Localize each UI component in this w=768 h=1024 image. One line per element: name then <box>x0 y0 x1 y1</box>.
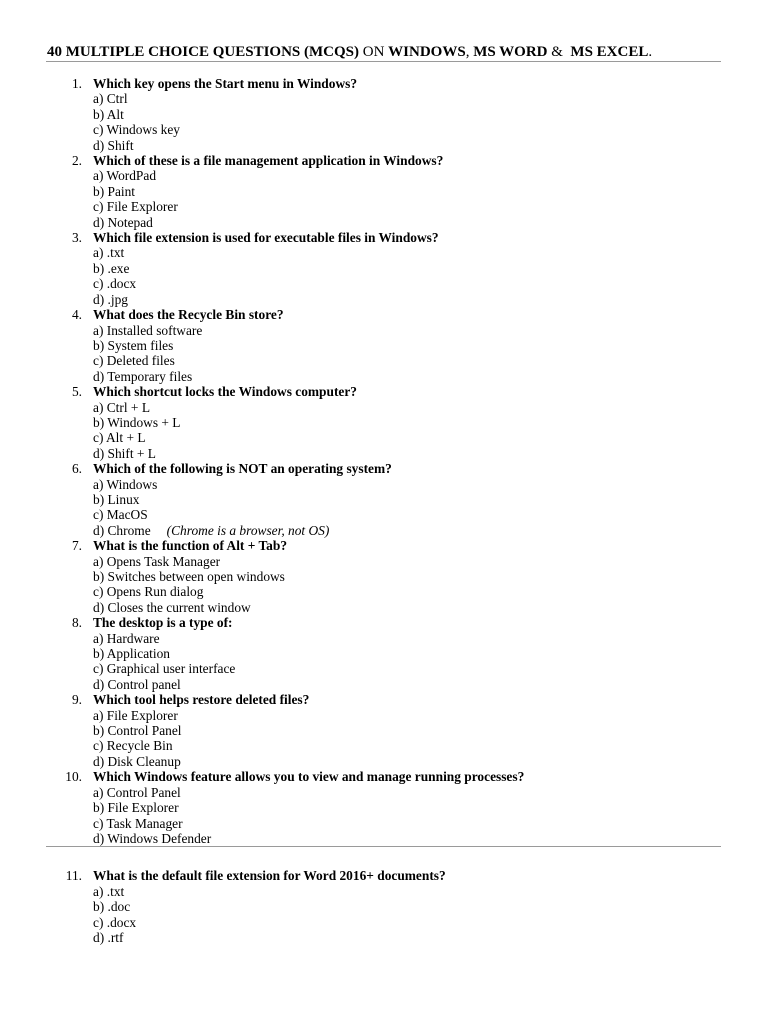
title-period: . <box>648 44 653 60</box>
option-c: c) Graphical user interface <box>93 661 236 677</box>
question-number: 8. <box>71 615 82 631</box>
option-b: b) .doc <box>93 899 131 915</box>
question-number: 6. <box>71 461 82 477</box>
title-divider <box>46 61 721 62</box>
option-b: b) Application <box>93 646 170 662</box>
option-c: c) Task Manager <box>93 815 183 831</box>
title-msword: MS WORD <box>473 44 548 60</box>
question-text: The desktop is a type of: <box>93 615 233 631</box>
title-amp: & <box>551 44 563 60</box>
option-a: a) File Explorer <box>93 707 178 723</box>
answer-note: (Chrome is a browser, not OS) <box>166 522 330 538</box>
question-4 <box>0 307 768 384</box>
option-c: c) Windows key <box>93 122 180 138</box>
question-11 <box>0 868 768 945</box>
question-10 <box>0 769 768 846</box>
option-c: c) Deleted files <box>93 353 175 369</box>
question-5 <box>0 384 768 461</box>
option-d: d) Control panel <box>93 676 181 692</box>
option-d: d) Shift + L <box>93 445 156 461</box>
option-a: a) WordPad <box>93 168 157 184</box>
question-number: 11. <box>65 868 82 884</box>
title-main: 40 MULTIPLE CHOICE QUESTIONS (MCQS) <box>47 44 359 60</box>
option-a: a) Installed software <box>93 322 203 338</box>
question-number: 3. <box>71 230 82 246</box>
question-2 <box>0 153 768 230</box>
option-c: c) MacOS <box>93 507 148 523</box>
option-b: b) Control Panel <box>93 723 182 739</box>
question-text: What is the function of Alt + Tab? <box>93 538 288 554</box>
option-a: a) Ctrl + L <box>93 399 151 415</box>
question-list <box>0 76 768 945</box>
option-d: d) Disk Cleanup <box>93 753 181 769</box>
title-windows: WINDOWS <box>388 44 466 60</box>
question-text: What does the Recycle Bin store? <box>93 307 284 323</box>
option-a: a) Windows <box>93 476 158 492</box>
question-number: 7. <box>71 538 82 554</box>
question-number: 10. <box>65 769 82 785</box>
option-a: a) Control Panel <box>93 784 181 800</box>
option-d: d) Windows Defender <box>93 830 212 846</box>
question-text: What is the default file extension for Word 2016+ documents? <box>93 868 446 884</box>
option-c: c) Opens Run dialog <box>93 584 204 600</box>
option-d: d) Shift <box>93 137 134 153</box>
option-d: d) Closes the current window <box>93 599 251 615</box>
option-d <box>93 523 768 538</box>
question-number: 4. <box>71 307 82 323</box>
question-3 <box>0 230 768 307</box>
option-d: d) .jpg <box>93 291 128 307</box>
section-divider <box>46 846 721 847</box>
question-text: Which key opens the Start menu in Windows? <box>93 76 358 91</box>
question-number: 1. <box>71 76 82 91</box>
question-number: 5. <box>71 384 82 400</box>
question-text: Which file extension is used for executable files in Windows? <box>93 230 439 246</box>
section-gap <box>0 846 768 868</box>
option-a: a) Ctrl <box>93 91 128 107</box>
option-c: c) Recycle Bin <box>93 738 173 754</box>
question-number: 2. <box>71 153 82 169</box>
question-text: Which of these is a file management application in Windows? <box>93 153 444 169</box>
option-d: d) Temporary files <box>93 368 193 384</box>
option-d: d) .rtf <box>93 929 124 945</box>
question-text: Which Windows feature allows you to view and manage running processes? <box>93 769 525 785</box>
question-text: Which of the following is NOT an operating system? <box>93 461 392 477</box>
option-b: b) Windows + L <box>93 414 181 430</box>
question-9 <box>0 692 768 769</box>
document-title <box>47 43 652 61</box>
option-b: b) Linux <box>93 491 140 507</box>
title-msexcel: MS EXCEL <box>570 44 649 60</box>
option-a: a) .txt <box>93 883 125 899</box>
option-b: b) .exe <box>93 260 130 276</box>
question-number: 9. <box>71 692 82 708</box>
question-text: Which shortcut locks the Windows computer? <box>93 384 357 400</box>
question-7 <box>0 538 768 615</box>
option-c: c) .docx <box>93 276 137 292</box>
option-a: a) .txt <box>93 245 125 261</box>
question-8 <box>0 615 768 692</box>
option-b: b) File Explorer <box>93 800 179 816</box>
option-c: c) File Explorer <box>93 199 178 215</box>
question-6 <box>0 461 768 538</box>
option-c: c) .docx <box>93 914 137 930</box>
option-b: b) Switches between open windows <box>93 569 285 584</box>
title-on: ON <box>362 44 385 60</box>
option-b: b) System files <box>93 337 174 353</box>
option-c: c) Alt + L <box>93 430 146 446</box>
option-d-text: d) Chrome <box>93 522 151 538</box>
option-d: d) Notepad <box>93 214 153 230</box>
title-comma: , <box>465 44 470 60</box>
option-b: b) Alt <box>93 106 124 122</box>
option-b: b) Paint <box>93 183 136 199</box>
question-1 <box>0 76 768 153</box>
option-a: a) Opens Task Manager <box>93 553 221 569</box>
question-text: Which tool helps restore deleted files? <box>93 692 310 708</box>
option-a: a) Hardware <box>93 630 160 646</box>
